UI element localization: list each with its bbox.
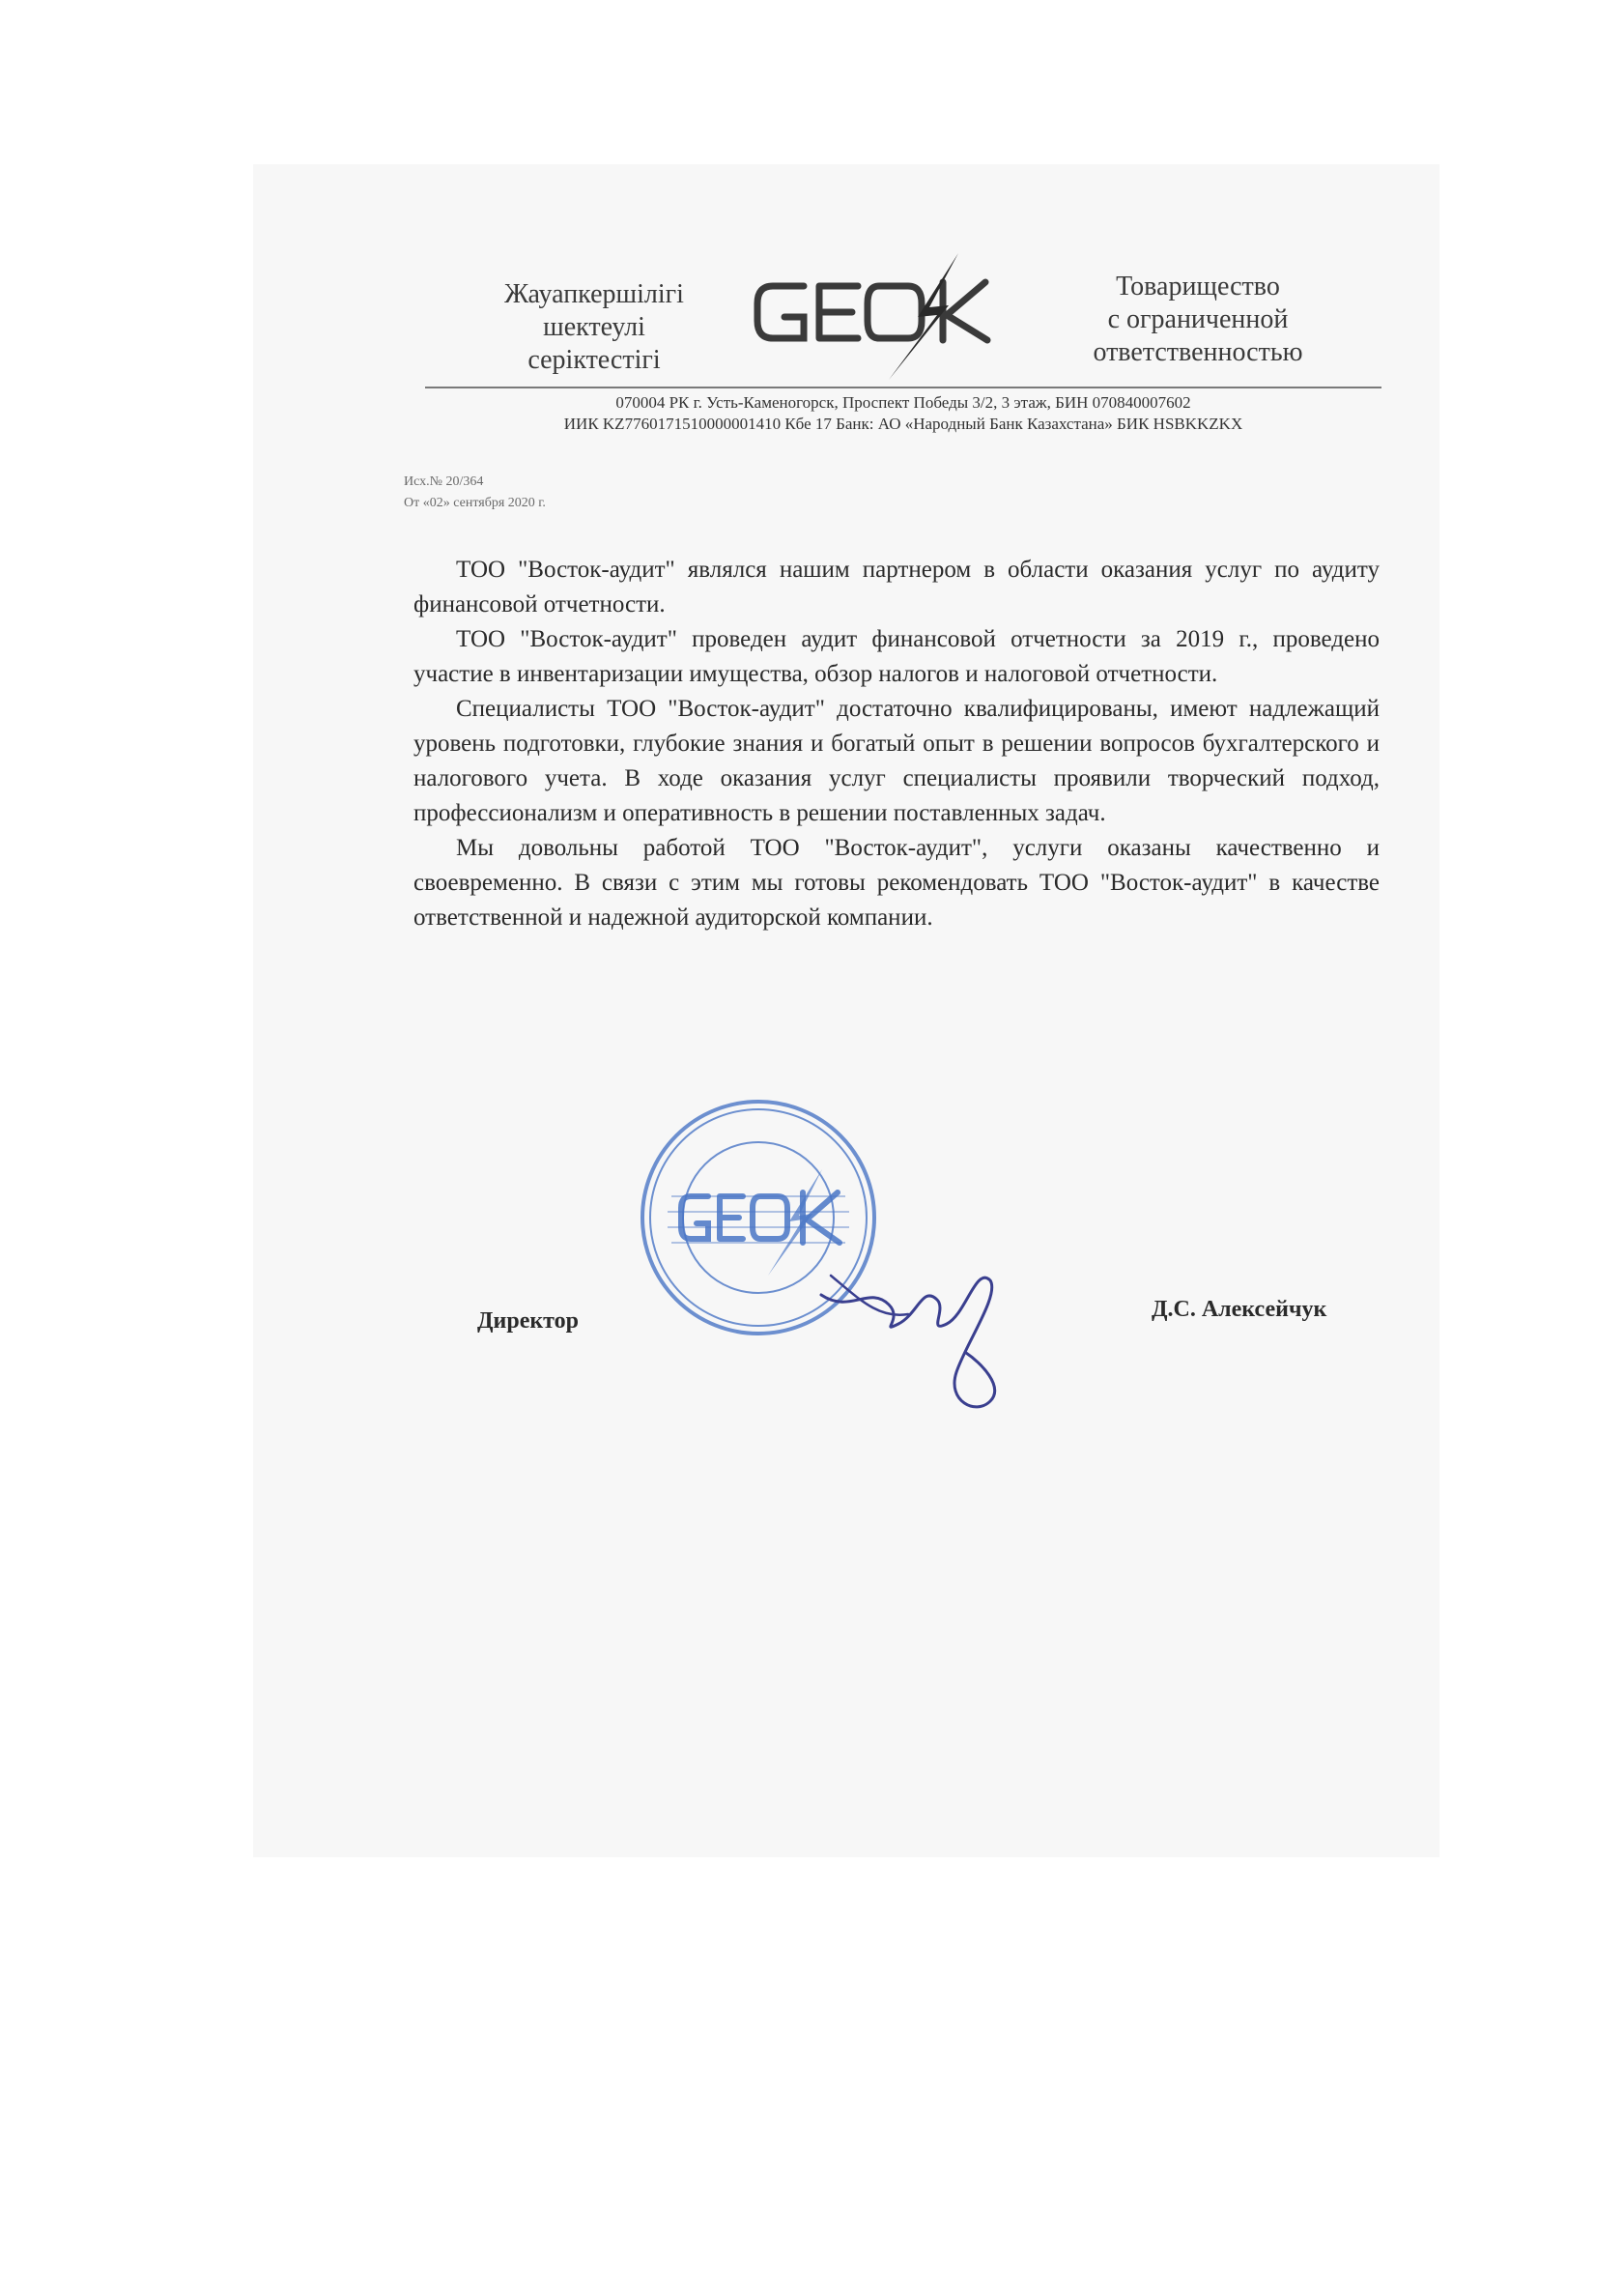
letterhead-right-line: Товарищество bbox=[1116, 272, 1280, 301]
reference-number: Исх.№ 20/364 bbox=[404, 474, 484, 489]
letterhead-left-line: Жауапкершілігі bbox=[504, 279, 684, 309]
body-paragraph: Мы довольны работой ТОО "Восток-аудит", услуги оказаны качественно и своевременно. В связи с этим мы готовы рекомендовать ТОО "Восток-аудит" в качестве ответственной и надежной аудиторской компании. bbox=[413, 835, 1380, 931]
letter-body bbox=[413, 553, 1380, 935]
director-signature bbox=[812, 1247, 1024, 1421]
letterhead-right-line: с ограниченной bbox=[1107, 304, 1289, 334]
signatory-title: Директор bbox=[477, 1308, 579, 1334]
letterhead-org-russian bbox=[1063, 271, 1333, 369]
body-paragraph: ТОО "Восток-аудит" проведен аудит финансовой отчетности за 2019 г., проведено участие в инвентаризации имущества, обзор налогов и налоговой отчетности. bbox=[413, 626, 1380, 687]
letterhead-org-kazakh bbox=[473, 278, 715, 377]
reference-date: От «02» сентября 2020 г. bbox=[404, 496, 546, 510]
letterhead-right-line: ответственностью bbox=[1093, 337, 1303, 367]
requisites-line: ИИК KZ7760171510000001410 Кбе 17 Банк: АО «Народный Банк Казахстана» БИК HSBKKZKX bbox=[563, 415, 1243, 433]
geo-kz-logo bbox=[744, 240, 1014, 385]
outgoing-reference bbox=[404, 472, 546, 514]
letterhead-left-line: серіктестігі bbox=[527, 345, 661, 375]
letterhead-requisites bbox=[425, 392, 1381, 435]
signatory-name: Д.С. Алексейчук bbox=[1152, 1297, 1327, 1322]
letterhead-left-line: шектеулі bbox=[543, 312, 645, 342]
letterhead-divider bbox=[425, 387, 1381, 388]
body-paragraph: Специалисты ТОО "Восток-аудит" достаточно квалифицированы, имеют надлежащий уровень подготовки, глубокие знания и богатый опыт в решении вопросов бухгалтерского и налогового учета. В ходе оказания услуг специалисты проявили творческий подход, профессионализм и оперативность в решении поставленных задач. bbox=[413, 696, 1380, 826]
body-paragraph: ТОО "Восток-аудит" являлся нашим партнером в области оказания услуг по аудиту финансовой отчетности. bbox=[413, 557, 1380, 617]
requisites-line: 070004 РК г. Усть-Каменогорск, Проспект Победы 3/2, 3 этаж, БИН 070840007602 bbox=[615, 393, 1191, 412]
